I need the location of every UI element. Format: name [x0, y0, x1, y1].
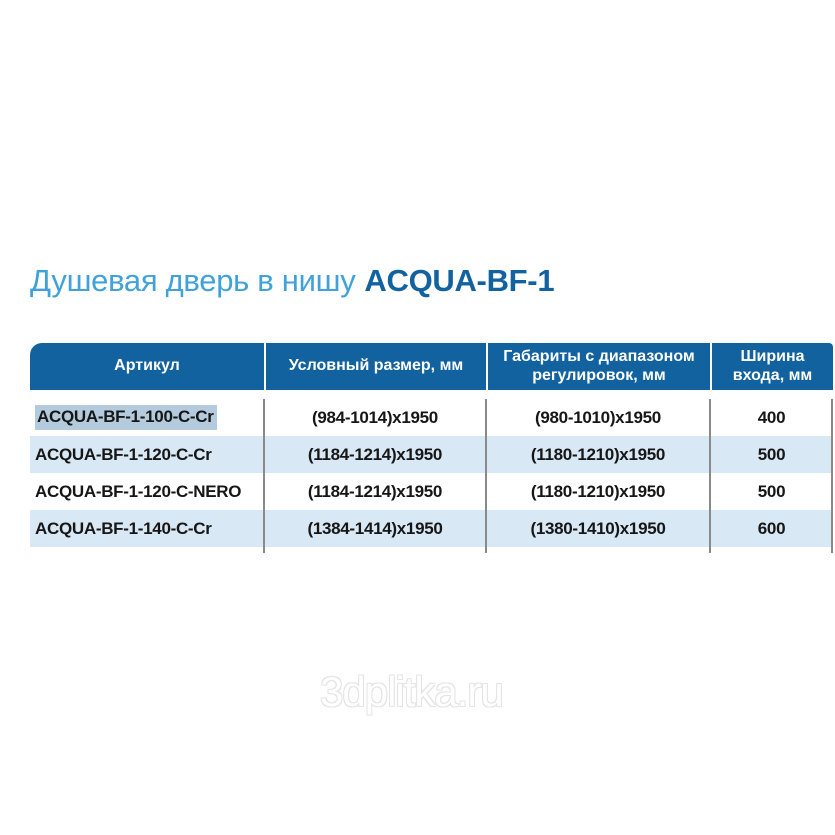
product-spec-table [30, 343, 833, 547]
nominal-size-cell: (984-1014)x1950 [312, 407, 438, 427]
overall-size-cell: (980-1010)x1950 [535, 407, 661, 427]
entry-width-cell: 500 [757, 481, 786, 501]
table-body [30, 399, 833, 547]
entry-width-cell: 600 [757, 518, 786, 538]
page-title-model: ACQUA-BF-1 [364, 263, 555, 298]
table-row [30, 473, 833, 510]
column-header-overall-size: Габариты с диапазоном регулировок, мм [486, 343, 710, 390]
table-row [30, 399, 833, 436]
table-row [30, 510, 833, 547]
entry-width-cell: 500 [757, 444, 786, 464]
overall-size-cell: (1380-1410)x1950 [530, 518, 666, 538]
column-header-article: Артикул [114, 357, 180, 375]
column-header-entry-width: Ширина входа, мм [710, 343, 833, 390]
overall-size-cell: (1180-1210)x1950 [530, 444, 666, 464]
page-title [30, 263, 554, 299]
nominal-size-cell: (1184-1214)x1950 [307, 481, 443, 501]
article-cell: ACQUA-BF-1-140-C-Cr [35, 518, 212, 538]
article-cell: ACQUA-BF-1-120-C-NERO [35, 481, 242, 501]
site-watermark: 3dplitka.ru [320, 668, 503, 715]
nominal-size-cell: (1384-1414)x1950 [307, 518, 443, 538]
nominal-size-cell: (1184-1214)x1950 [307, 444, 443, 464]
entry-width-cell: 400 [757, 407, 786, 427]
column-divider [709, 399, 711, 553]
column-divider [263, 399, 265, 553]
selected-article-text: ACQUA-BF-1-100-C-Cr [35, 405, 217, 430]
column-divider [485, 399, 487, 553]
article-cell [30, 399, 264, 436]
column-divider [831, 399, 833, 553]
overall-size-cell: (1180-1210)x1950 [530, 481, 666, 501]
column-header-nominal-size: Условный размер, мм [264, 343, 486, 390]
page-title-prefix: Душевая дверь в нишу [30, 263, 356, 298]
article-cell: ACQUA-BF-1-120-C-Cr [35, 444, 212, 464]
table-header-row [30, 343, 833, 390]
table-row [30, 436, 833, 473]
